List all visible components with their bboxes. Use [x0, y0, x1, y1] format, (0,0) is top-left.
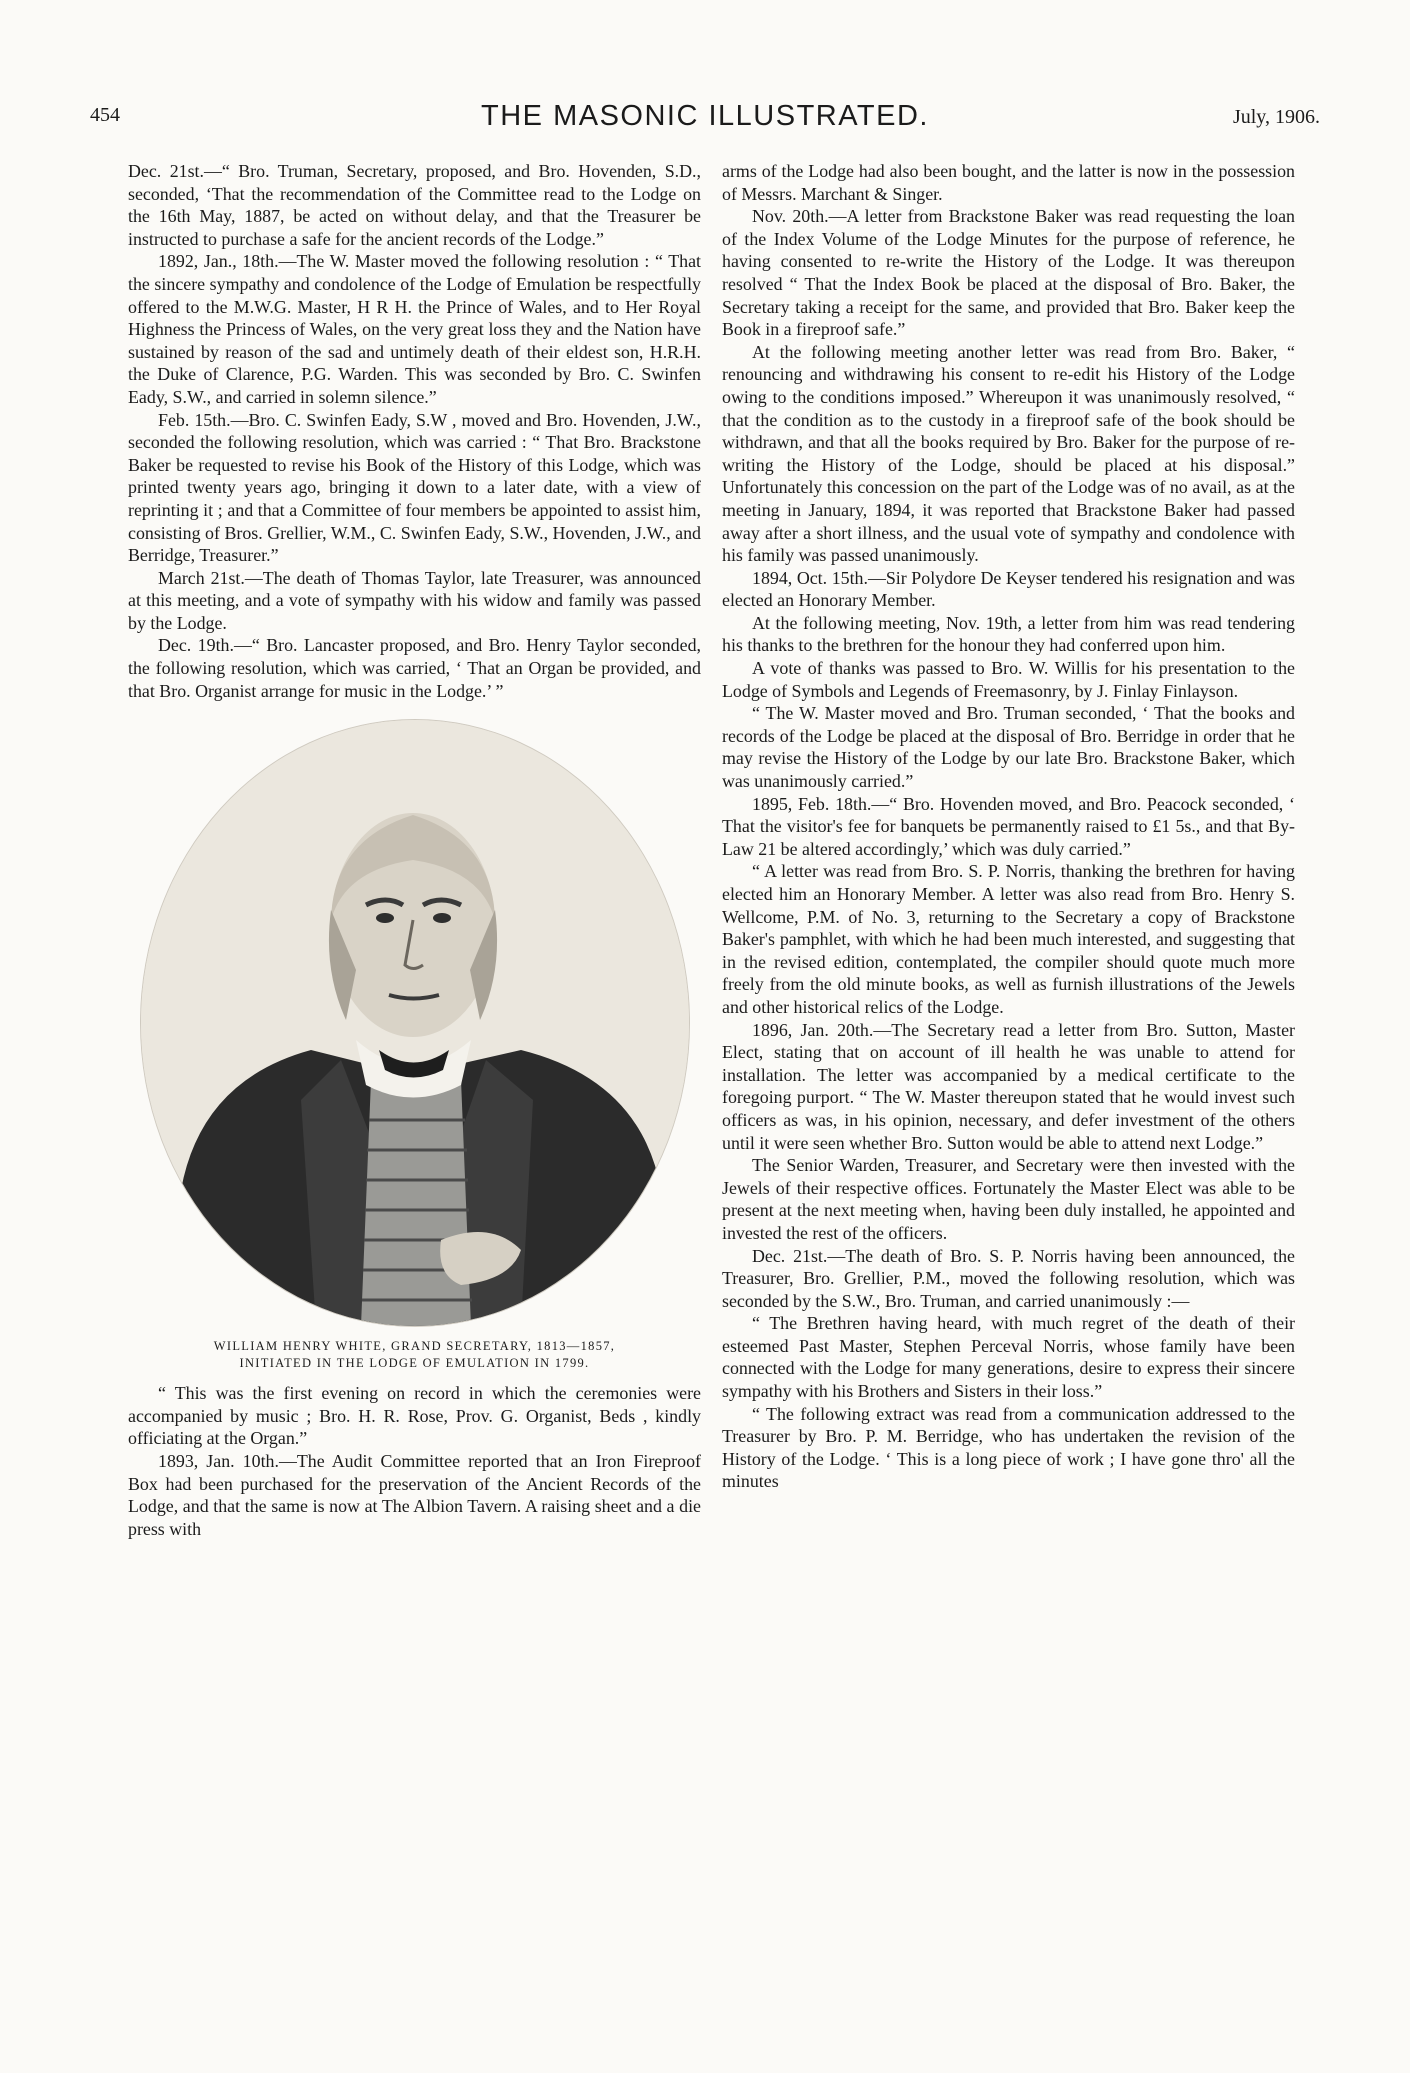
article-paragraph: 1896, Jan. 20th.—The Secretary read a letter from Bro. Sutton, Master Elect, stating that on account of ill health he was unable to attend for installation. The letter was accompanied by a medical certificate to the foregoing purport. “ The W. Master thereupon stated that he would invest such officers as was, in his opinion, necessary, and defer investment of the others until it were seen whether Bro. Sutton would be able to attend next Lodge.”: [722, 1019, 1295, 1153]
portrait-figure: [128, 720, 701, 1372]
article-paragraph: “ The Brethren having heard, with much regret of the death of their esteemed Past Master, Stephen Perceval Norris, whose family have been connected with the Lodge for many generations, desire to express their sincere sympathy with his Brothers and Sisters in their loss.”: [722, 1313, 1295, 1402]
article-paragraph: A vote of thanks was passed to Bro. W. Willis for his presentation to the Lodge of Symbols and Legends of Freemasonry, by J. Finlay Finlayson.: [722, 658, 1295, 701]
portrait-illustration: [141, 720, 689, 1326]
article-paragraph: Feb. 15th.—Bro. C. Swinfen Eady, S.W , moved and Bro. Hovenden, J.W., seconded the following resolution, which was carried : “ That Bro. Brackstone Baker be requested to revise his Book of the History of this Lodge, which was printed twenty years ago, bringing it down to a later date, with a view of reprinting it ; and that a Committee of four members be appointed to assist him, consisting of Bros. Grellier, W.M., C. Swinfen Eady, S.W., Hovenden, J.W., and Berridge, Treasurer.”: [128, 409, 701, 566]
article-paragraph: “ The following extract was read from a communication addressed to the Treasurer by Bro. P. M. Berridge, who has undertaken the revision of the History of the Lodge. ‘ This is a long piece of work ; I have gone thro' all the minutes: [722, 1403, 1295, 1492]
article-paragraph: Dec. 21st.—The death of Bro. S. P. Norris having been announced, the Treasurer, Bro. Grellier, P.M., moved the following resolution, which was seconded by the S.W., Bro. Truman, and carried unanimously :—: [722, 1245, 1295, 1311]
publication-masthead: THE MASONIC ILLUSTRATED.: [481, 100, 929, 132]
article-paragraph: Dec. 19th.—“ Bro. Lancaster proposed, and Bro. Henry Taylor seconded, the following resolution, which was carried, ‘ That an Organ be provided, and that Bro. Organist arrange for music in the Lodge.’ ”: [128, 635, 701, 701]
article-paragraph: 1892, Jan., 18th.—The W. Master moved the following resolution : “ That the sincere sympathy and condolence of the Lodge of Emulation be respectfully offered to the M.W.G. Master, H R H. the Prince of Wales, and to Her Royal Highness the Princess of Wales, on the very great loss they and the Nation have sustained by reason of the sad and untimely death of their eldest son, H.R.H. the Duke of Clarence, P.G. Warden. This was seconded by Bro. C. Swinfen Eady, S.W., and carried in solemn silence.”: [128, 251, 701, 407]
article-paragraph: “ This was the first evening on record in which the ceremonies were accompanied by music ; Bro. H. R. Rose, Prov. G. Organist, Beds , kindly officiating at the Organ.”: [128, 1383, 701, 1449]
article-paragraph: Nov. 20th.—A letter from Brackstone Baker was read requesting the loan of the Index Volume of the Lodge Minutes for the purpose of reference, he having consented to re-write the History of the Lodge. It was thereupon resolved “ That the Index Book be placed at the disposal of Bro. Baker, the Secretary taking a receipt for the same, and provided that Bro. Baker keep the Book in a fireproof safe.”: [722, 206, 1295, 340]
right-column: [722, 160, 1295, 2040]
article-paragraph: “ A letter was read from Bro. S. P. Norris, thanking the brethren for having elected him an Honorary Member. A letter was also read from Bro. Henry S. Wellcome, P.M. of No. 3, returning to the Secretary a copy of Brackstone Baker's pamphlet, with which he had been much interested, and suggesting that in the revised edition, contemplated, the compiler should quote much more freely from the old minute books, as well as furnish illustrations of the Jewels and other historical relics of the Lodge.: [722, 861, 1295, 1017]
article-paragraph: 1895, Feb. 18th.—“ Bro. Hovenden moved, and Bro. Peacock seconded, ‘ That the visitor's fee for banquets be permanently raised to £1 5s., and that By-Law 21 be altered accordingly,’ which was duly carried.”: [722, 793, 1295, 859]
caption-line: INITIATED IN THE LODGE OF EMULATION IN 1799.: [239, 1356, 590, 1371]
portrait-caption: [128, 1338, 701, 1372]
article-paragraph: At the following meeting another letter was read from Bro. Baker, “ renouncing and withdrawing his consent to re-edit his History of the Lodge owing to the conditions imposed.” Whereupon it was unanimously resolved, “ that the condition as to the custody in a fireproof safe of the book should be withdrawn, and that all the books required by Bro. Baker for the purpose of re-writing the History of the Lodge, should be placed at his disposal.” Unfortunately this concession on the part of the Lodge was of no avail, as at the meeting in January, 1894, it was reported that Brackstone Baker had passed away after a short illness, and the usual vote of sympathy and condolence with his family was passed unanimously.: [722, 341, 1295, 566]
portrait-image: [141, 720, 689, 1326]
article-paragraph: March 21st.—The death of Thomas Taylor, late Treasurer, was announced at this meeting, and a vote of sympathy with his widow and family was passed by the Lodge.: [128, 567, 701, 633]
article-paragraph: Dec. 21st.—“ Bro. Truman, Secretary, proposed, and Bro. Hovenden, S.D., seconded, ‘That the recommendation of the Committee read to the Lodge on the 16th May, 1887, be acted on without delay, and that the Treasurer be instructed to purchase a safe for the ancient records of the Lodge.”: [128, 161, 701, 249]
article-paragraph: arms of the Lodge had also been bought, and the latter is now in the possession of Messrs. Marchant & Singer.: [722, 161, 1295, 204]
article-paragraph: 1893, Jan. 10th.—The Audit Committee reported that an Iron Fireproof Box had been purchased for the preservation of the Ancient Records of the Lodge, and that the same is now at The Albion Tavern. A raising sheet and a die press with: [128, 1451, 701, 1539]
page-header: [90, 100, 1320, 140]
page-number: 454: [90, 104, 120, 126]
left-column: [128, 160, 701, 2040]
article-paragraph: “ The W. Master moved and Bro. Truman seconded, ‘ That the books and records of the Lodge be placed at the disposal of Bro. Berridge in order that he may revise the History of the Lodge by our late Bro. Brackstone Baker, which was unanimously carried.”: [722, 703, 1295, 792]
article-paragraph: The Senior Warden, Treasurer, and Secretary were then invested with the Jewels of their respective offices. Fortunately the Master Elect was able to be present at the next meeting when, having been duly installed, he appointed and invested the rest of the officers.: [722, 1155, 1295, 1243]
issue-date: July, 1906.: [1232, 106, 1320, 128]
caption-line: WILLIAM HENRY WHITE, GRAND SECRETARY, 1813—1857,: [213, 1339, 616, 1354]
article-paragraph: 1894, Oct. 15th.—Sir Polydore De Keyser tendered his resignation and was elected an Honorary Member.: [722, 567, 1295, 611]
article-paragraph: At the following meeting, Nov. 19th, a letter from him was read tendering his thanks to the brethren for the honour they had conferred upon him.: [722, 612, 1295, 656]
